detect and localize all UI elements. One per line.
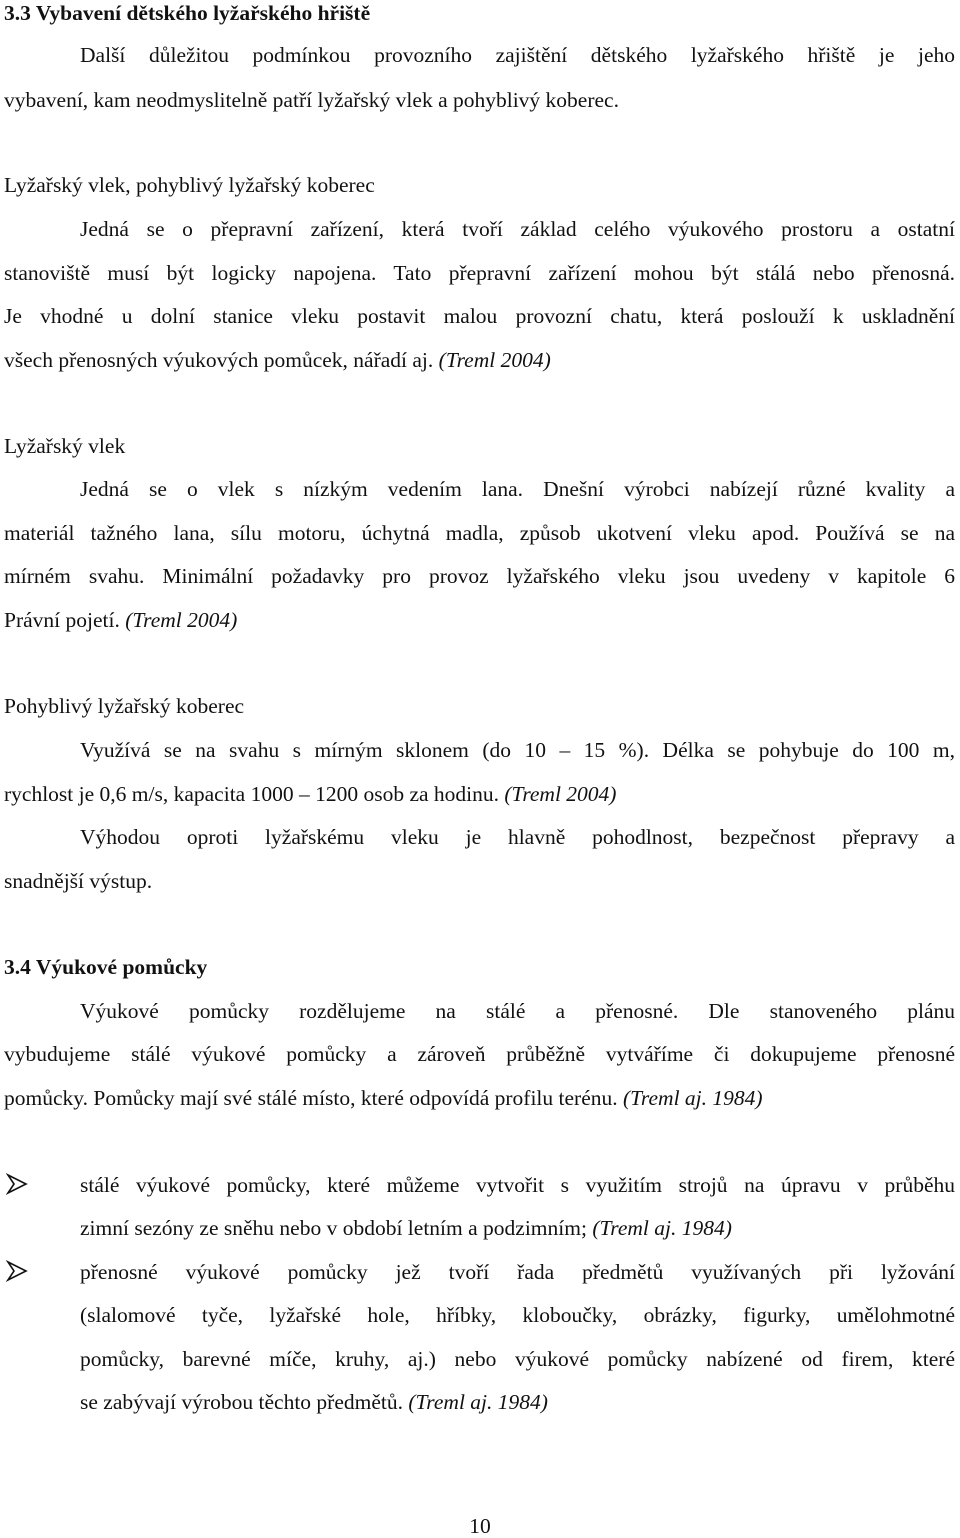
subheading-lyzarsky-vlek: Lyžařský vlek [4,434,126,458]
bullet-line [80,1218,732,1240]
paragraph-line: Jedná se o vlek s nízkým vedením lana. Dnešní výrobci nabízejí různé kvality a [80,477,955,501]
paragraph-line: Využívá se na svahu s mírným sklonem (do 10 – 15 %). Délka se pohybuje do 100 m, [80,738,955,762]
citation: (Treml aj. 1984) [623,1086,763,1110]
paragraph-line: Další důležitou podmínkou provozního zajištění dětského lyžařského hřiště je jeho [80,43,955,67]
citation: (Treml 2004) [438,348,551,372]
paragraph-line [4,610,237,632]
citation: (Treml 2004) [504,782,617,806]
line-text: zimní sezóny ze sněhu nebo v období letním a podzimním; [80,1216,587,1240]
subheading-pohyblivy-koberec: Pohyblivý lyžařský koberec [4,694,245,718]
bullet-line: (slalomové tyče, lyžařské hole, hříbky, kloboučky, obrázky, figurky, umělohmotné [80,1303,955,1327]
section-heading-3-4: 3.4 Výukové pomůcky [4,955,208,979]
paragraph-line: Je vhodné u dolní stanice vleku postavit malou provozní chatu, která poslouží k uskladnění [4,304,955,328]
bullet-line [80,1392,548,1414]
arrowhead-bullet-icon [6,1173,28,1200]
line-text: pomůcky. Pomůcky mají své stálé místo, které odpovídá profilu terénu. [4,1086,618,1110]
paragraph-line [4,350,551,372]
line-text: Právní pojetí. [4,608,120,632]
paragraph-line: Výukové pomůcky rozdělujeme na stálé a přenosné. Dle stanoveného plánu [80,999,955,1023]
section-heading-3-3: 3.3 Vybavení dětského lyžařského hřiště [4,1,371,25]
paragraph-line [4,784,616,806]
paragraph-line: vybudujeme stálé výukové pomůcky a zároveň průběžně vytváříme či dokupujeme přenosné [4,1042,955,1066]
paragraph-line: vybavení, kam neodmyslitelně patří lyžařský vlek a pohyblivý koberec. [4,88,619,112]
line-text: se zabývají výrobou těchto předmětů. [80,1390,403,1414]
line-text: všech přenosných výukových pomůcek, nářadí aj. [4,348,434,372]
paragraph-line: snadnější výstup. [4,869,153,893]
paragraph-line [4,1088,763,1110]
citation: (Treml 2004) [125,608,238,632]
subheading-vlek-koberec: Lyžařský vlek, pohyblivý lyžařský koberec [4,173,375,197]
arrowhead-bullet-icon [6,1260,28,1287]
paragraph-line: materiál tažného lana, sílu motoru, úchytná madla, způsob ukotvení vleku apod. Používá se na [4,521,955,545]
paragraph-line: stanoviště musí být logicky napojena. Tato přepravní zařízení mohou být stálá nebo přenosná. [4,261,955,285]
citation: (Treml aj. 1984) [592,1216,732,1240]
citation: (Treml aj. 1984) [408,1390,548,1414]
paragraph-line: Jedná se o přepravní zařízení, která tvoří základ celého výukového prostoru a ostatní [80,217,955,241]
line-text: rychlost je 0,6 m/s, kapacita 1000 – 1200 osob za hodinu. [4,782,500,806]
bullet-line: pomůcky, barevné míče, kruhy, aj.) nebo výukové pomůcky nabízené od firem, které [80,1347,955,1371]
bullet-line: stálé výukové pomůcky, které můžeme vytvořit s využitím strojů na úpravu v průběhu [80,1173,955,1197]
bullet-line: přenosné výukové pomůcky jež tvoří řada předmětů využívaných při lyžování [80,1260,955,1284]
paragraph-line: Výhodou oproti lyžařskému vleku je hlavně pohodlnost, bezpečnost přepravy a [80,825,955,849]
paragraph-line: mírném svahu. Minimální požadavky pro provoz lyžařského vleku jsou uvedeny v kapitole 6 [4,564,955,588]
page-number: 10 [469,1514,491,1538]
